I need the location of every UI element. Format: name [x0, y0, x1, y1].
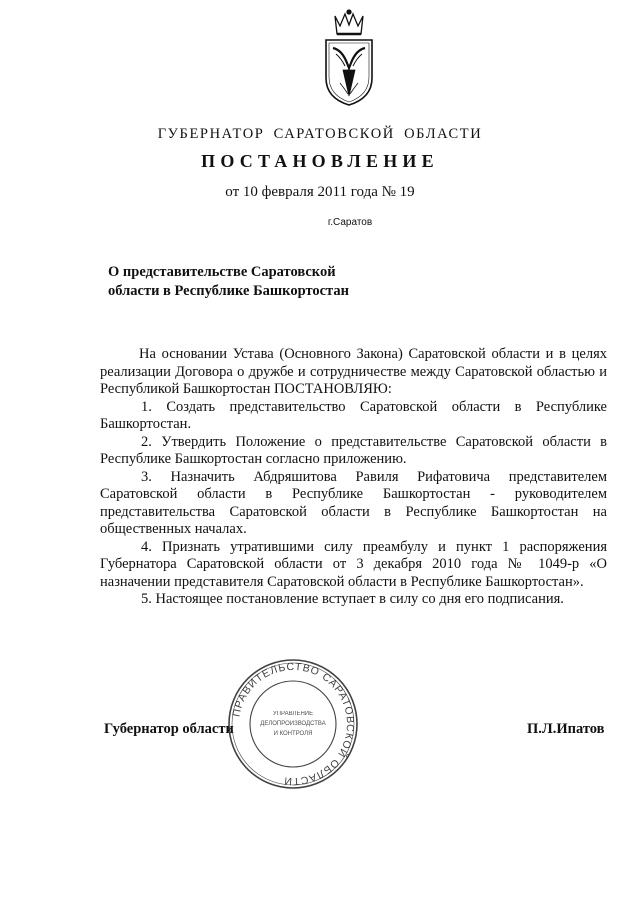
stamp-inner-text: И КОНТРОЛЯ [273, 731, 313, 737]
document-body [100, 346, 607, 609]
subject-line: О представительстве Саратовской [108, 264, 336, 280]
stamp-inner-text: УПРАВЛЕНИЕ [272, 711, 314, 717]
document-city: г.Саратов [327, 217, 373, 228]
document-type: ПОСТАНОВЛЕНИЕ [201, 151, 439, 171]
issuing-authority: ГУБЕРНАТОР САРАТОВСКОЙ ОБЛАСТИ [157, 126, 483, 142]
point-paragraph: 5. Настоящее постановление вступает в силу со дня его подписания. [141, 591, 564, 607]
preamble-paragraph: На основании Устава (Основного Закона) Саратовской области и в целях реализации Договора о дружбе и сотрудничестве между Саратовской областью и Республикой Башкортостан ПОСТАНОВЛЯЮ: [100, 346, 607, 397]
subject-line: области в Республике Башкортостан [108, 283, 349, 299]
point-paragraph: 1. Создать представительство Саратовской области в Республике Башкортостан. [100, 398, 607, 432]
document-date-number: от 10 февраля 2011 года № 19 [225, 184, 415, 200]
point-paragraph: 2. Утвердить Положение о представительстве Саратовской области в Республике Башкортостан согласно приложению. [100, 433, 607, 467]
signatory-title: Губернатор области [104, 721, 234, 737]
point-paragraph: 4. Признать утратившими силу преамбулу и пункт 1 распоряжения Губернатора Саратовской области от 3 декабря 2010 года № 1049-р «О назначении представителя Саратовской области в Республике Башкортостан». [100, 538, 607, 590]
stamp-inner-text: ДЕЛОПРОИЗВОДСТВА [260, 721, 326, 727]
point-paragraph: 3. Назначить Абдряшитова Равиля Рифатовича представителем Саратовской области в Республике Башкортостан - руководителем представительства Саратовской области в Республике Башкортостан на общественных началах. [100, 468, 607, 537]
official-stamp [226, 657, 360, 791]
signatory-name: П.Л.Ипатов [527, 721, 605, 737]
document-subject [108, 263, 349, 301]
saratov-coat-of-arms-icon [318, 8, 380, 108]
stamp-ring-text: ПРАВИТЕЛЬСТВО САРАТОВСКОЙ ОБЛАСТИ [230, 660, 357, 788]
